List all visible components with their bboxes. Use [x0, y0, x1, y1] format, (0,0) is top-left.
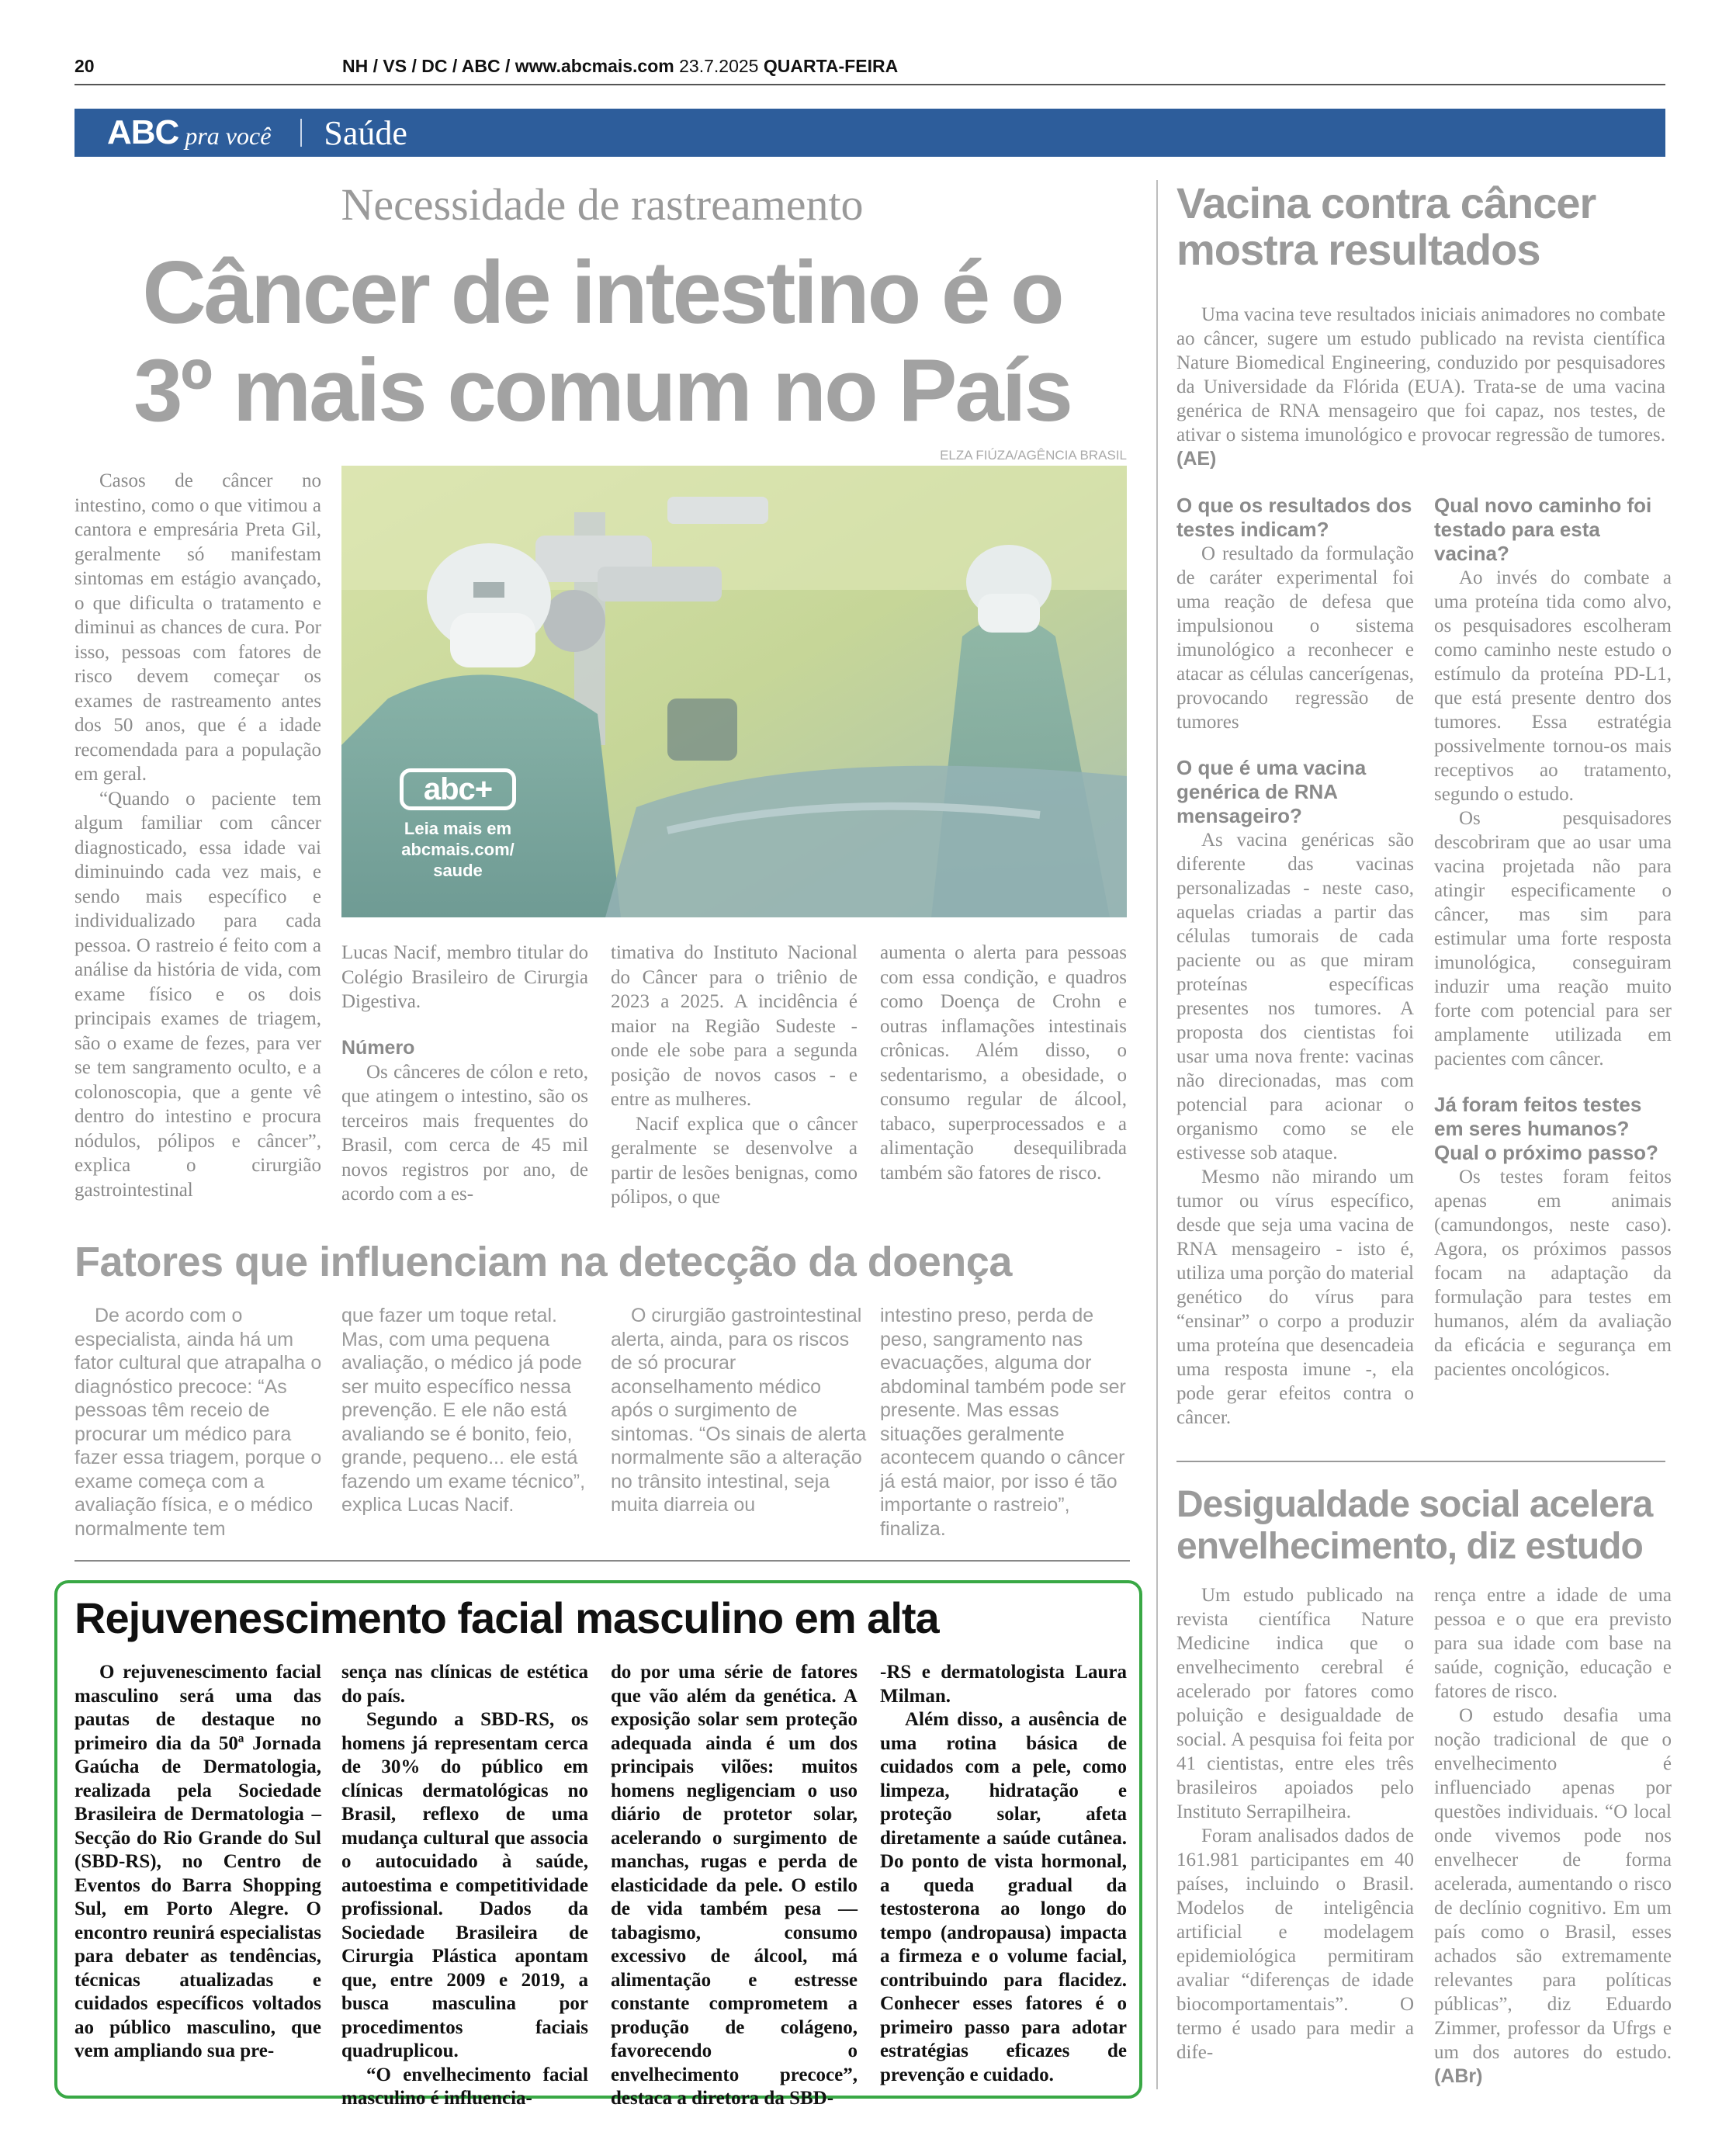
vaccine-a1: O resultado da formulação de caráter experimental foi uma reação de defesa que impulsionou o sistema imunológico a reconhecer e atacar as células cancerígenas, provocando regressão de tumores: [1176, 543, 1414, 733]
main-col-3: [611, 941, 858, 1210]
factors-col-2: [341, 1304, 598, 1517]
photo-credit: ELZA FIÚZA/AGÊNCIA BRASIL: [940, 448, 1127, 463]
factors-title: Fatores que influenciam na detecção da doença: [74, 1239, 1012, 1285]
vaccine-a3-p1: Ao invés do combate a uma proteína tida como alvo, os pesquisadores escolheram como caminho neste estudo o estímulo da proteína PD-L1, que está presente dentro dos tumores. Essa estratégia possivelmente tornou-os mais receptivos ao tratamento, segundo o estudo.: [1434, 567, 1672, 805]
vaccine-col-2: [1434, 494, 1672, 1382]
rejuvenation-col2-p1: sença nas clínicas de estética do país.: [341, 1662, 588, 1707]
main-col1-p2: “Quando o paciente tem algum familiar com câncer diagnosticado, essa idade vai diminuindo cada vez mais, e sendo mais específico e individualizado para cada pessoa. O rastreio é feito com a análise da história de vida, com exame físico e os dois principais exames de triagem, são o exame de fezes, para ver se tem sangramento oculto, e a colonoscopia, que a gente vê dentro do intestino e procura nódulos, pólipos e câncer”, explica o cirurgião gastrointestinal: [74, 788, 321, 1201]
factors-col-1: [74, 1304, 331, 1541]
inequality-col1-p2: Foram analisados dados de 161.981 participantes em 40 países, incluindo o Brasil. Modelos de inteligência artificial e modelagem epidemiológica permitiram avaliar “diferenças de idade biocomportamentais”. O termo é usado para medir a dife-: [1176, 1825, 1414, 2063]
inequality-headline-line1: Desigualdade social acelera: [1176, 1484, 1653, 1525]
folio-date: 23.7.2025: [679, 56, 759, 76]
inequality-col2-p2: O estudo desafia uma noção tradicional de que o envelhecimento é influenciado apenas por questões individuais. “O local onde vivemos pode nos envelhecer de forma acelerada, aumentando o risco de declínio cognitivo. Em um país como o Brasil, esses achados são extremamente relevantes para políticas públicas”, diz Eduardo Zimmer, professor da Ufrgs e um dos autores do estudo.: [1434, 1705, 1672, 2063]
main-col-1: [74, 469, 321, 1202]
vaccine-a2-p2: Mesmo não mirando um tumor ou vírus específico, desde que seja uma vacina de RNA mensageiro - isto é, utiliza uma porção do material genético do vírus para “ensinar” o corpo a produzir uma proteína que desencadeia uma resposta imune -, ela pode gerar efeitos contra o câncer.: [1176, 1167, 1414, 1428]
abc-plus-line3: saude: [433, 861, 483, 880]
main-col3-p1: timativa do Instituto Nacional do Câncer para o triênio de 2023 a 2025. A incidência é maior na Região Sudeste - onde ele sobe para a segunda posição de novos casos - e entre as mulheres.: [611, 942, 858, 1110]
brand-sub: pra você: [185, 121, 272, 150]
abc-plus-promo[interactable]: [380, 768, 535, 881]
vaccine-a4: Os testes foram feitos apenas em animais (camundongos, neste caso). Agora, os próximos passos focam na adaptação da formulação para testes em humanos, além da avaliação da eficácia e segurança em pacientes oncológicos.: [1434, 1167, 1672, 1380]
vaccine-headline-line2: mostra resultados: [1176, 225, 1540, 274]
main-headline-line2: 3º mais comum no País: [133, 341, 1071, 440]
inequality-col-1: [1176, 1583, 1414, 2064]
surgery-photo: [341, 466, 1127, 917]
section-divider: [300, 119, 302, 147]
factors-col4-text: intestino preso, perda de peso, sangramento nas evacuações, alguma dor abdominal também pode ser presente. Mas essas situações geralmente acontecem quando o câncer já está maior, por isso é tão importante o rastreio”, finaliza.: [880, 1305, 1126, 1540]
main-col1-p1: Casos de câncer no intestino, como o que vitimou a cantora e empresária Preta Gil, geralmente só manifestam sintomas em estágio avançado, o que dificulta o tratamento e diminui as chances de cura. Por isso, pessoas com fatores de risco devem começar os exames de rastreamento antes dos 50 anos, que é a idade recomendada para a população em geral.: [74, 470, 321, 785]
page-number: 20: [74, 56, 95, 76]
rejuvenation-title: Rejuvenescimento facial masculino em alta: [74, 1593, 939, 1642]
rejuvenation-col-4: [880, 1661, 1127, 2087]
vaccine-a3-p2: Os pesquisadores descobriram que ao usar uma vacina projetada não para atingir especificamente o câncer, mas sim para estimular uma forte resposta imunológica, conseguiram induzir uma reação muito forte com potencial para ser amplamente utilizada em pacientes com câncer.: [1434, 808, 1672, 1070]
rejuvenation-col-1: [74, 1661, 321, 2064]
abc-plus-logo: abc+: [400, 768, 516, 810]
rejuvenation-col-3: [611, 1661, 858, 2111]
main-kicker: Necessidade de rastreamento: [341, 179, 864, 230]
main-col2-p2: Os cânceres de cólon e reto, que atingem o intestino, são os terceiros mais frequentes do Brasil, com cerca de 45 mil novos registros por ano, de acordo com a es-: [341, 1061, 588, 1205]
folio-line: [342, 56, 898, 77]
page-folio: [74, 56, 1665, 84]
main-col4-p1: aumenta o alerta para pessoas com essa condição, e quadros como Doença de Crohn e outras inflamações intestinais crônicas. Além disso, o sedentarismo, a obesidade, o consumo regular de álcool, tabaco, superprocessados e a alimentação desequilibrada também são fatores de risco.: [880, 942, 1127, 1184]
factors-col-4: [880, 1304, 1136, 1541]
main-col3-p2: Nacif explica que o câncer geralmente se desenvolve a partir de lesões benignas, como pólipos, o que: [611, 1113, 858, 1208]
rejuvenation-col3-text: do por uma série de fatores que vão além da genética. A exposição solar sem proteção adequada ainda é um dos principais vilões: muitos homens negligenciam o uso diário de protetor solar, acelerando o surgimento de manchas, rugas e perda de elasticidade da pele. O estilo de vida também pesa — tabagismo, consumo excessivo de álcool, má alimentação e estresse constante comprometem a produção de colágeno, favorecendo o envelhecimento precoce”, destaca a diretora da SBD-: [611, 1662, 858, 2109]
brand-logo: ABC: [107, 113, 179, 151]
vaccine-intro-tag: (AE): [1176, 448, 1217, 470]
main-col2-subhead: Número: [341, 1036, 415, 1059]
main-col2-p1: Lucas Nacif, membro titular do Colégio Brasileiro de Cirurgia Digestiva.: [341, 942, 588, 1012]
vaccine-q4: Já foram feitos testes em seres humanos? Qual o próximo passo?: [1434, 1093, 1658, 1164]
main-headline-line1: Câncer de intestino é o: [142, 244, 1062, 342]
main-col-4: [880, 941, 1127, 1185]
inequality-headline-line2: envelhecimento, diz estudo: [1176, 1526, 1643, 1567]
vaccine-headline-line1: Vacina contra câncer: [1176, 179, 1596, 227]
abc-plus-line2: abcmais.com/: [401, 840, 515, 859]
factors-col-3: [611, 1304, 867, 1517]
vaccine-col-1: [1176, 494, 1414, 1430]
main-col-2: [341, 941, 588, 1207]
inequality-col2-tag: (ABr): [1434, 2065, 1483, 2087]
section-bar: [74, 109, 1665, 157]
factors-rule: [74, 1560, 1130, 1562]
rejuvenation-col1-text: O rejuvenescimento facial masculino será uma das pautas de destaque no primeiro dia da 50ª Jornada Gaúcha de Dermatologia, realizada pela Sociedade Brasileira de Dermatologia – Secção do Rio Grande do Sul (SBD-RS), no Centro de Eventos do Barra Shopping Sul, em Porto Alegre. O encontro reunirá especialistas para debater as tendências, técnicas atualizadas e cuidados específicos voltados ao público masculino, que vem ampliando sua pre-: [74, 1662, 321, 2061]
folio-weekday: QUARTA-FEIRA: [763, 56, 899, 76]
section-name: Saúde: [324, 113, 407, 152]
vaccine-q1: O que os resultados dos testes indicam?: [1176, 494, 1412, 541]
column-separator: [1156, 180, 1158, 2089]
inequality-headline: [1176, 1484, 1665, 1568]
abc-plus-line1: Leia mais em: [404, 819, 512, 838]
rejuvenation-col-2: [341, 1661, 588, 2111]
folio-editions: NH / VS / DC / ABC / www.abcmais.com: [342, 56, 674, 76]
vaccine-a2-p1: As vacina genéricas são diferente das vacinas personalizadas - neste caso, aquelas criadas a partir das células tumorais de cada paciente ou as que miram proteínas específicas presentes nos tumores. A proposta dos cientistas foi usar uma nova frente: vacinas não direcionadas, mas com potencial para acionar o organismo como se ele estivesse sob ataque.: [1176, 830, 1414, 1163]
rejuvenation-col2-p2: Segundo a SBD-RS, os homens já representam cerca de 30% do público em clínicas dermatológicas no Brasil, reflexo de uma mudança cultural que associa o autocuidado à saúde, autoestima e competitividade profissional. Dados da Sociedade Brasileira de Cirurgia Plástica apontam que, entre 2009 e 2019, a busca masculina por procedimentos faciais quadruplicou.: [341, 1709, 588, 2061]
inequality-col1-p1: Um estudo publicado na revista científica Nature Medicine indica que o envelhecimento cerebral é acelerado por fatores como poluição e desigualdade de social. A pesquisa foi feita por 41 cientistas, entre eles três brasileiros apoiados pelo Instituto Serrapilheira.: [1176, 1585, 1414, 1822]
vaccine-q2: O que é uma vacina genérica de RNA mensageiro?: [1176, 756, 1367, 827]
factors-col2-text: que fazer um toque retal. Mas, com uma pequena avaliação, o médico já pode ser muito específico nessa prevenção. E ele não está avaliando se é bonito, feio, grande, pequeno... ele está fazendo um exame técnico”, explica Lucas Nacif.: [341, 1305, 586, 1516]
vaccine-intro: [1176, 303, 1665, 471]
folio-rule: [74, 84, 1665, 85]
inequality-col2-p1: rença entre a idade de uma pessoa e o que era previsto para sua idade com base na saúde, cognição, educação e fatores de risco.: [1434, 1585, 1672, 1702]
vaccine-intro-text: Uma vacina teve resultados iniciais animadores no combate ao câncer, sugere um estudo publicado na revista científica Nature Biomedical Engineering, conduzido por pesquisadores da Universidade da Flórida (EUA). Trata-se de uma vacina genérica de RNA mensageiro que foi capaz, nos testes, de ativar o sistema imunológico e provocar regressão de tumores.: [1176, 304, 1665, 445]
vaccine-headline: [1176, 180, 1665, 273]
rejuvenation-col2-p3: “O envelhecimento facial masculino é influencia-: [341, 2064, 588, 2109]
right-column-rule: [1176, 1461, 1665, 1462]
abc-plus-text: [380, 818, 535, 881]
main-headline: [74, 244, 1130, 440]
inequality-col-2: [1434, 1583, 1672, 2089]
factors-col1-text: De acordo com o especialista, ainda há um fator cultural que atrapalha o diagnóstico precoce: “As pessoas têm receio de procurar um médico para fazer essa triagem, porque o exame começa com a avaliação física, e o médico normalmente tem: [74, 1305, 322, 1540]
rejuvenation-col4-p2: Além disso, a ausência de uma rotina básica de cuidados com a pele, como limpeza, hidratação e proteção solar, afeta diretamente a saúde cutânea. Do ponto de vista hormonal, a queda gradual da testosterona ao longo do tempo (andropausa) impacta a firmeza e o volume facial, contribuindo para flacidez. Conhecer esses fatores é o primeiro passo para adotar estratégias eficazes de prevenção e cuidado.: [880, 1709, 1127, 2085]
rejuvenation-col4-p1: -RS e dermatologista Laura Milman.: [880, 1662, 1127, 1707]
factors-col3-text: O cirurgião gastrointestinal alerta, ainda, para os riscos de só procurar aconselhamento médico após o surgimento de sintomas. “Os sinais de alerta normalmente são a alteração no trânsito intestinal, seja muita diarreia ou: [611, 1305, 867, 1516]
vaccine-q3: Qual novo caminho foi testado para esta vacina?: [1434, 494, 1652, 565]
